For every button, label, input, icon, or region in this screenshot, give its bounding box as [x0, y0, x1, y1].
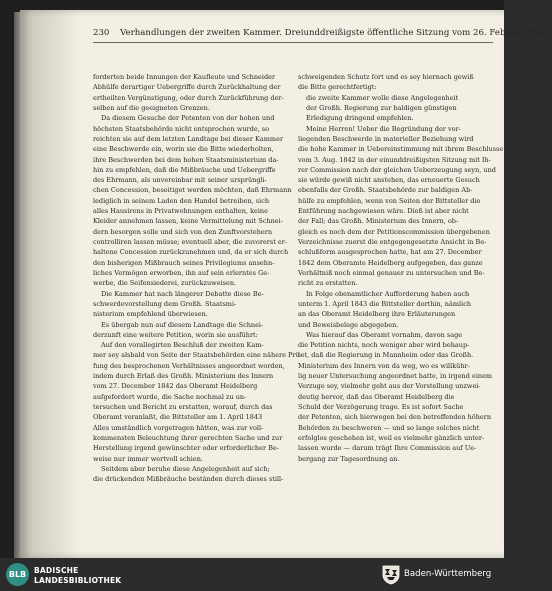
left-column-line: Seitdem aber beruhe diese Angelegenheit auf sich; — [101, 464, 270, 473]
right-column-line: tet, daß die Regierung in Mannheim oder das Großh. — [298, 351, 474, 360]
right-column-line: der Fall; das Großh. Ministerium des Innern, ob- — [298, 217, 459, 226]
left-column-line: tersuchen und Bericht zu erstatten, worauf, durch das — [93, 403, 273, 411]
left-column-line: vom 27. December 1842 das Oberamt Heidelberg — [93, 382, 258, 391]
left-column-line: Auf den vorallegirten Beschluß der zweiten Kam- — [101, 341, 264, 350]
left-column-line: fung des besprochenen Verhältnisses angeordnet worden, — [93, 361, 285, 370]
left-column-line: lediglich in seinem Laden den Handel betreiben, sich — [93, 196, 270, 205]
right-column-line: ebenfalls der Großh. Staatsbehörde zur baldigen Ab- — [298, 186, 473, 195]
right-column-line: liegenden Beschwerde in materieller Beziehung wird — [298, 134, 474, 143]
left-column-line: Abhülfe derartiger Uebergriffe durch Zurückhaltung der — [93, 83, 281, 92]
left-column-line: ertheilten Vergünstigung, oder durch Zurückführung der- — [93, 93, 284, 102]
left-column-line: hin zu empfehlen, daß die Mißbräuche und Uebergriffe — [93, 165, 276, 174]
page-gutter-shading — [20, 10, 80, 558]
left-column-line: die drückenden Mißbräuche beständen durch dieses still- — [93, 475, 284, 484]
state-name[interactable]: Baden-Württemberg — [404, 569, 492, 579]
right-column-line: rer Commission nach der gleichen Ueberzeugung seyn, und — [298, 165, 496, 174]
footer-bar — [0, 558, 504, 591]
left-column-line: aufgefordert wurde, die Sache nochmal zu un- — [93, 392, 247, 401]
left-column-line: controlliren lassen müsse; eventuell aber, die zuvorerst er- — [93, 238, 288, 246]
left-column-line: dern besorgen solle und sich von den Zunftvorstehern — [93, 227, 273, 236]
left-column-line: kommensten Beleuchtung ihrer gerechten Sache und zur — [93, 433, 283, 442]
right-column-line: unterm 1. April 1843 die Bittsteller dorthin, nämlich — [298, 299, 472, 308]
right-column-line: hülfe zu empfehlen, wenn von Seiten der Bittsteller die — [298, 196, 481, 205]
right-column-line: der Petenten, sich hierwegen bei den betreffenden höhern — [298, 413, 492, 422]
right-column-line: Meine Herren! Ueber die Begründung der vor- — [306, 124, 461, 133]
left-column-line: Herstellung irgend gewünschter oder erforderlicher Be- — [93, 444, 279, 453]
right-column-line: die Bitte gerechtfertigt: — [298, 83, 377, 92]
left-column-line: haltene Concession zurückzunehmen und, da er sich durch — [93, 248, 289, 257]
left-column-line: eine Beschwerde ein, worin sie die Bitte wiederholten, — [93, 145, 274, 154]
left-column-line: Es übergab nun auf diesem Landtage die Schnei- — [101, 320, 264, 329]
left-column-line: ihre Beschwerden bei dem hohen Staatsministerium da- — [93, 155, 279, 164]
right-column-line: lig neuer Untersuchung angeordnet hatte, in irgend einem — [298, 372, 493, 381]
left-column-line: den bisherigen Mißbrauch seines Privilegiums ansehn- — [93, 258, 275, 267]
right-column-line: der Großh. Regierung zur baldigen günstigen — [306, 103, 457, 112]
left-column-line: indem durch Erlaß des Großh. Ministerium des Innern — [93, 372, 274, 381]
left-column-line: Oberamt veranlaßt, die Bittsteller am 1. April 1843 — [93, 413, 263, 422]
left-column-line: werbe, die Seifensiederei, zurückzuweisen. — [93, 279, 237, 288]
right-column-line: Verzeichnisse zuerst die entgegengesetzte Ansicht in Be- — [298, 238, 487, 246]
right-column-line: 1842 dem Oberamte Heidelberg aufgegeben, das ganze — [298, 258, 483, 267]
left-column-line: selben auf die geeigneten Grenzen. — [93, 103, 210, 112]
blb-logo-icon[interactable]: BLB — [6, 563, 29, 586]
right-column-line: Was hierauf das Oberamt vornahm, davon sage — [306, 330, 463, 339]
right-column-line: und Beweisbelege abgegeben. — [298, 320, 399, 329]
right-column-line: Schuld der Verzögerung trage. Es ist sofort Sache — [298, 403, 464, 411]
left-text-column — [93, 72, 302, 485]
right-column-line: erfolglos geschehen ist, weil es vielmehr gänzlich unter- — [298, 433, 485, 442]
right-column-line: Erledigung dringend empfehlen. — [306, 114, 414, 123]
running-head — [93, 28, 552, 43]
right-column-line: die zweite Kammer wolle diese Angelegenheit — [306, 93, 459, 102]
left-column-line: mer sey alsbald von Seite der Staatsbehörden eine nähere Prü- — [93, 351, 302, 360]
right-column-line: die hohe Kammer in Uebereinstimmung mit ihrem Beschlusse — [298, 145, 504, 154]
baden-wuerttemberg-coat-of-arms-icon — [382, 565, 400, 585]
left-column-line: Kleider annehmen lassen, keine Vermittelung mit Schnei- — [93, 217, 283, 226]
right-column-line: Behörden zu beschweren — und so lange solches nicht — [298, 423, 480, 432]
left-column-line: chen Concession, beseitiget werden möchten, daß Ehrmann — [93, 186, 292, 195]
right-column-line: richt zu erstatten. — [298, 279, 358, 288]
left-column-line: höchsten Staatsbehörde nicht entsprochen wurde, so — [93, 124, 270, 133]
left-column-line: Die Kammer hat nach längerer Debatte diese Be- — [101, 289, 264, 298]
left-column-line: Da diesem Gesuche der Petenten von der hohen und — [101, 114, 275, 123]
left-column-line: alles Hausirens in Privatwohnungen enthalten, keine — [93, 207, 268, 216]
right-text-column — [298, 72, 504, 464]
library-name[interactable] — [34, 566, 121, 586]
left-column-line: derzunft eine weitere Petition, worin sie ausführt: — [93, 330, 258, 339]
right-column-line: gleich es noch dem der Petitionscommission übergebenen — [298, 227, 490, 236]
left-column-line: weise nur immer wertvoll schien. — [93, 454, 203, 463]
right-column-line: Entführung nachgewiesen wäre. Dieß ist aber nicht — [298, 207, 469, 216]
left-column-line: nisterium empfehlend überwiesen. — [93, 310, 208, 319]
right-column-line: sie würde gewiß nicht anstehen, das erneuerte Gesuch — [298, 176, 480, 185]
left-column-line: reichten sie auf dem letzten Landtage bei dieser Kammer — [93, 134, 284, 143]
right-column-line: Verhältniß noch einmal genauer zu untersuchen und Be- — [298, 268, 485, 277]
library-name-line1: BADISCHE — [34, 566, 79, 575]
left-column-line: Alles umständlich vorgetragen hätten, was zur voll- — [93, 423, 264, 432]
right-column-line: deutig hervor, daß das Oberamt Heidelberg die — [298, 392, 455, 401]
left-column-line: schwerdevorstellung dem Großh. Staatsmi- — [93, 299, 237, 308]
right-column-line: Verzuge sey, vielmehr geht aus der Vorstellung unzwei- — [298, 382, 481, 391]
left-column-line: forderten beide Innungen der Kaufleute und Schneider — [93, 73, 276, 81]
right-column-line: schlußform ausgesprochen hatte, hat am 27. December — [298, 248, 482, 257]
right-column-line: schweigenden Schutz fort und es sey hiernach gewiß — [298, 73, 474, 81]
right-column-line: bergang zur Tagesordnung an. — [298, 454, 400, 463]
right-column-line: Ministerium des Innern von da weg, wo es willkühr- — [298, 361, 470, 370]
right-column-line: vom 3. Aug. 1842 in der einunddreißigsten Sitzung mit Ih- — [298, 155, 491, 164]
right-column-line: an das Oberamt Heidelberg ihre Erläuterungen — [298, 310, 456, 319]
running-title: Verhandlungen der zweiten Kammer. Dreiunddreißigste öffentliche Sitzung vom 26. Februar 1844. — [120, 28, 552, 38]
left-column-line: liches Vermögen erworben, ihn auf sein erlerntes Ge- — [93, 268, 270, 277]
right-column-line: In Folge obenamtlicher Aufforderung haben auch — [306, 289, 470, 298]
page-number: 230 — [93, 28, 110, 38]
library-name-line2: LANDESBIBLIOTHEK — [34, 576, 122, 585]
right-column-line: die Petition nichts, noch weniger aber wird behaup- — [298, 341, 470, 350]
left-column-line: des Ehrmann, als unvereinbar mit seiner ursprüngli- — [93, 176, 267, 185]
right-column-line: lassen wurde — darum trägt Ihre Commission auf Ue- — [298, 444, 477, 453]
